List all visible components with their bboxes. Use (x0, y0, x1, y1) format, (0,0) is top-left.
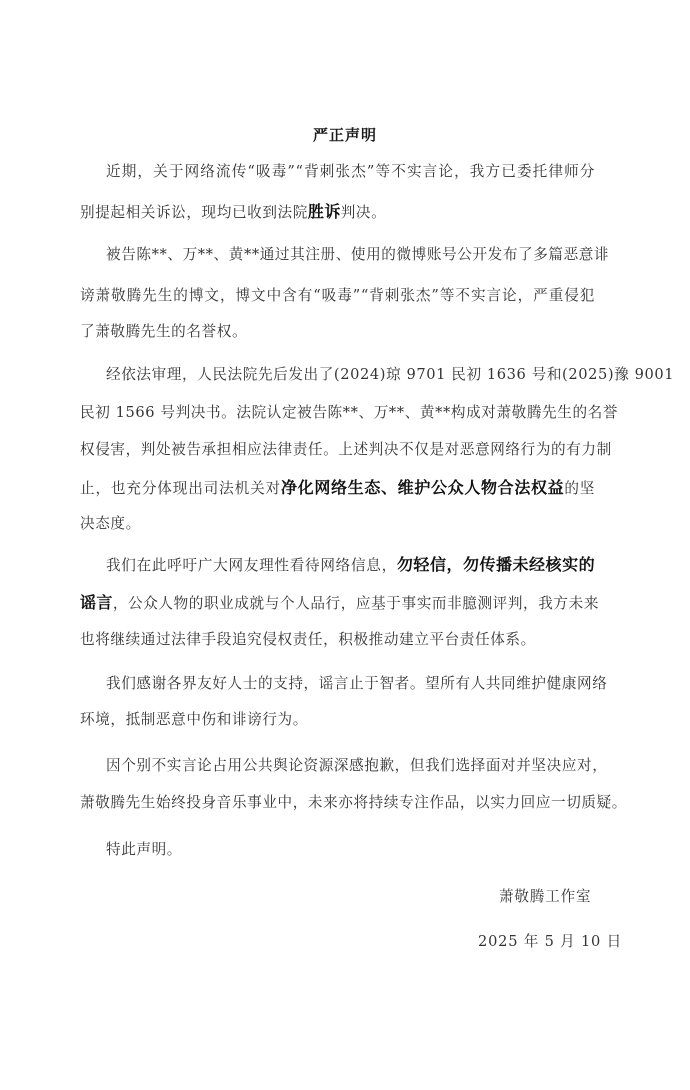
text-segment: 民初 1566 号判决书。法院认定被告陈**、万**、黄**构成对萧敬腾先生的名誉 (80, 404, 619, 421)
document-title: 严正声明 (312, 126, 377, 144)
text-segment: 权侵害，判处被告承担相应法律责任。上述判决不仅是对恶意网络行为的有力制 (80, 441, 612, 458)
text-segment: 特此声明。 (106, 841, 182, 858)
emphasized-text: 勿轻信，勿传播未经核实的 (396, 555, 595, 574)
paragraph-3-line-2 (80, 403, 619, 423)
text-segment: 被告陈**、万**、黄**通过其注册、使用的微博账号公开发布了多篇恶意诽 (106, 246, 610, 263)
paragraph-5-line-2 (80, 710, 595, 730)
text-segment: 环境，抵制恶意中伤和诽谤行为。 (80, 711, 308, 728)
paragraph-4-line-1 (106, 555, 595, 575)
text-segment: 因个别不实言论占用公共舆论资源深感抱歉，但我们选择面对并坚决应对， (106, 757, 608, 774)
text-segment: 萧敬腾先生始终投身音乐事业中，未来亦将持续专注作品，以实力回应一切质疑。 (80, 794, 627, 811)
paragraph-2-line-2 (80, 286, 595, 306)
paragraph-3-line-1 (106, 365, 675, 385)
text-segment: 了萧敬腾先生的名誉权。 (80, 323, 248, 340)
paragraph-4-line-3 (80, 630, 595, 650)
paragraph-3-line-3 (80, 440, 612, 460)
text-segment: 我们在此呼吁广大网友理性看待网络信息， (106, 557, 397, 574)
paragraph-5-line-1 (106, 674, 608, 694)
emphasized-text: 谣言 (80, 593, 113, 612)
text-segment: 判决。 (340, 204, 387, 221)
paragraph-3-line-4 (80, 478, 595, 498)
paragraph-7-line-1 (106, 840, 595, 860)
paragraph-1-line-2 (80, 202, 595, 222)
issuer-signature: 萧敬腾工作室 (499, 888, 592, 905)
paragraph-1-line-1 (106, 162, 595, 182)
paragraph-4-line-2 (80, 593, 600, 613)
text-segment: 近期，关于网络流传“吸毒”“背刺张杰”等不实言论，我方已委托律师分 (106, 163, 595, 180)
emphasized-text: 净化网络生态、维护公众人物合法权益 (281, 478, 565, 497)
issue-date: 2025 年 5 月 10 日 (478, 933, 622, 950)
paragraph-3-line-5 (80, 514, 595, 534)
paragraph-2-line-1 (106, 245, 610, 265)
text-segment: 也将继续通过法律手段追究侵权责任，积极推动建立平台责任体系。 (80, 631, 536, 648)
text-segment: 经依法审理，人民法院先后发出了(2024)琼 9701 民初 1636 号和(2025)豫 9001 (106, 366, 675, 383)
paragraph-2-line-3 (80, 322, 595, 342)
text-segment: 的坚 (564, 480, 595, 497)
emphasized-text: 胜诉 (307, 202, 341, 221)
text-segment: 决态度。 (80, 515, 141, 532)
paragraph-6-line-1 (106, 756, 608, 776)
text-segment: 止，也充分体现出司法机关对 (80, 480, 281, 497)
paragraph-6-line-2 (80, 793, 627, 813)
text-segment: 别提起相关诉讼，现均已收到法院 (80, 204, 308, 221)
text-segment: 我们感谢各界友好人士的支持，谣言止于智者。望所有人共同维护健康网络 (106, 675, 608, 692)
text-segment: ，公众人物的职业成就与个人品行，应基于事实而非臆测评判，我方未来 (112, 595, 600, 612)
text-segment: 谤萧敬腾先生的博文，博文中含有“吸毒”“背刺张杰”等不实言论，严重侵犯 (80, 287, 595, 304)
